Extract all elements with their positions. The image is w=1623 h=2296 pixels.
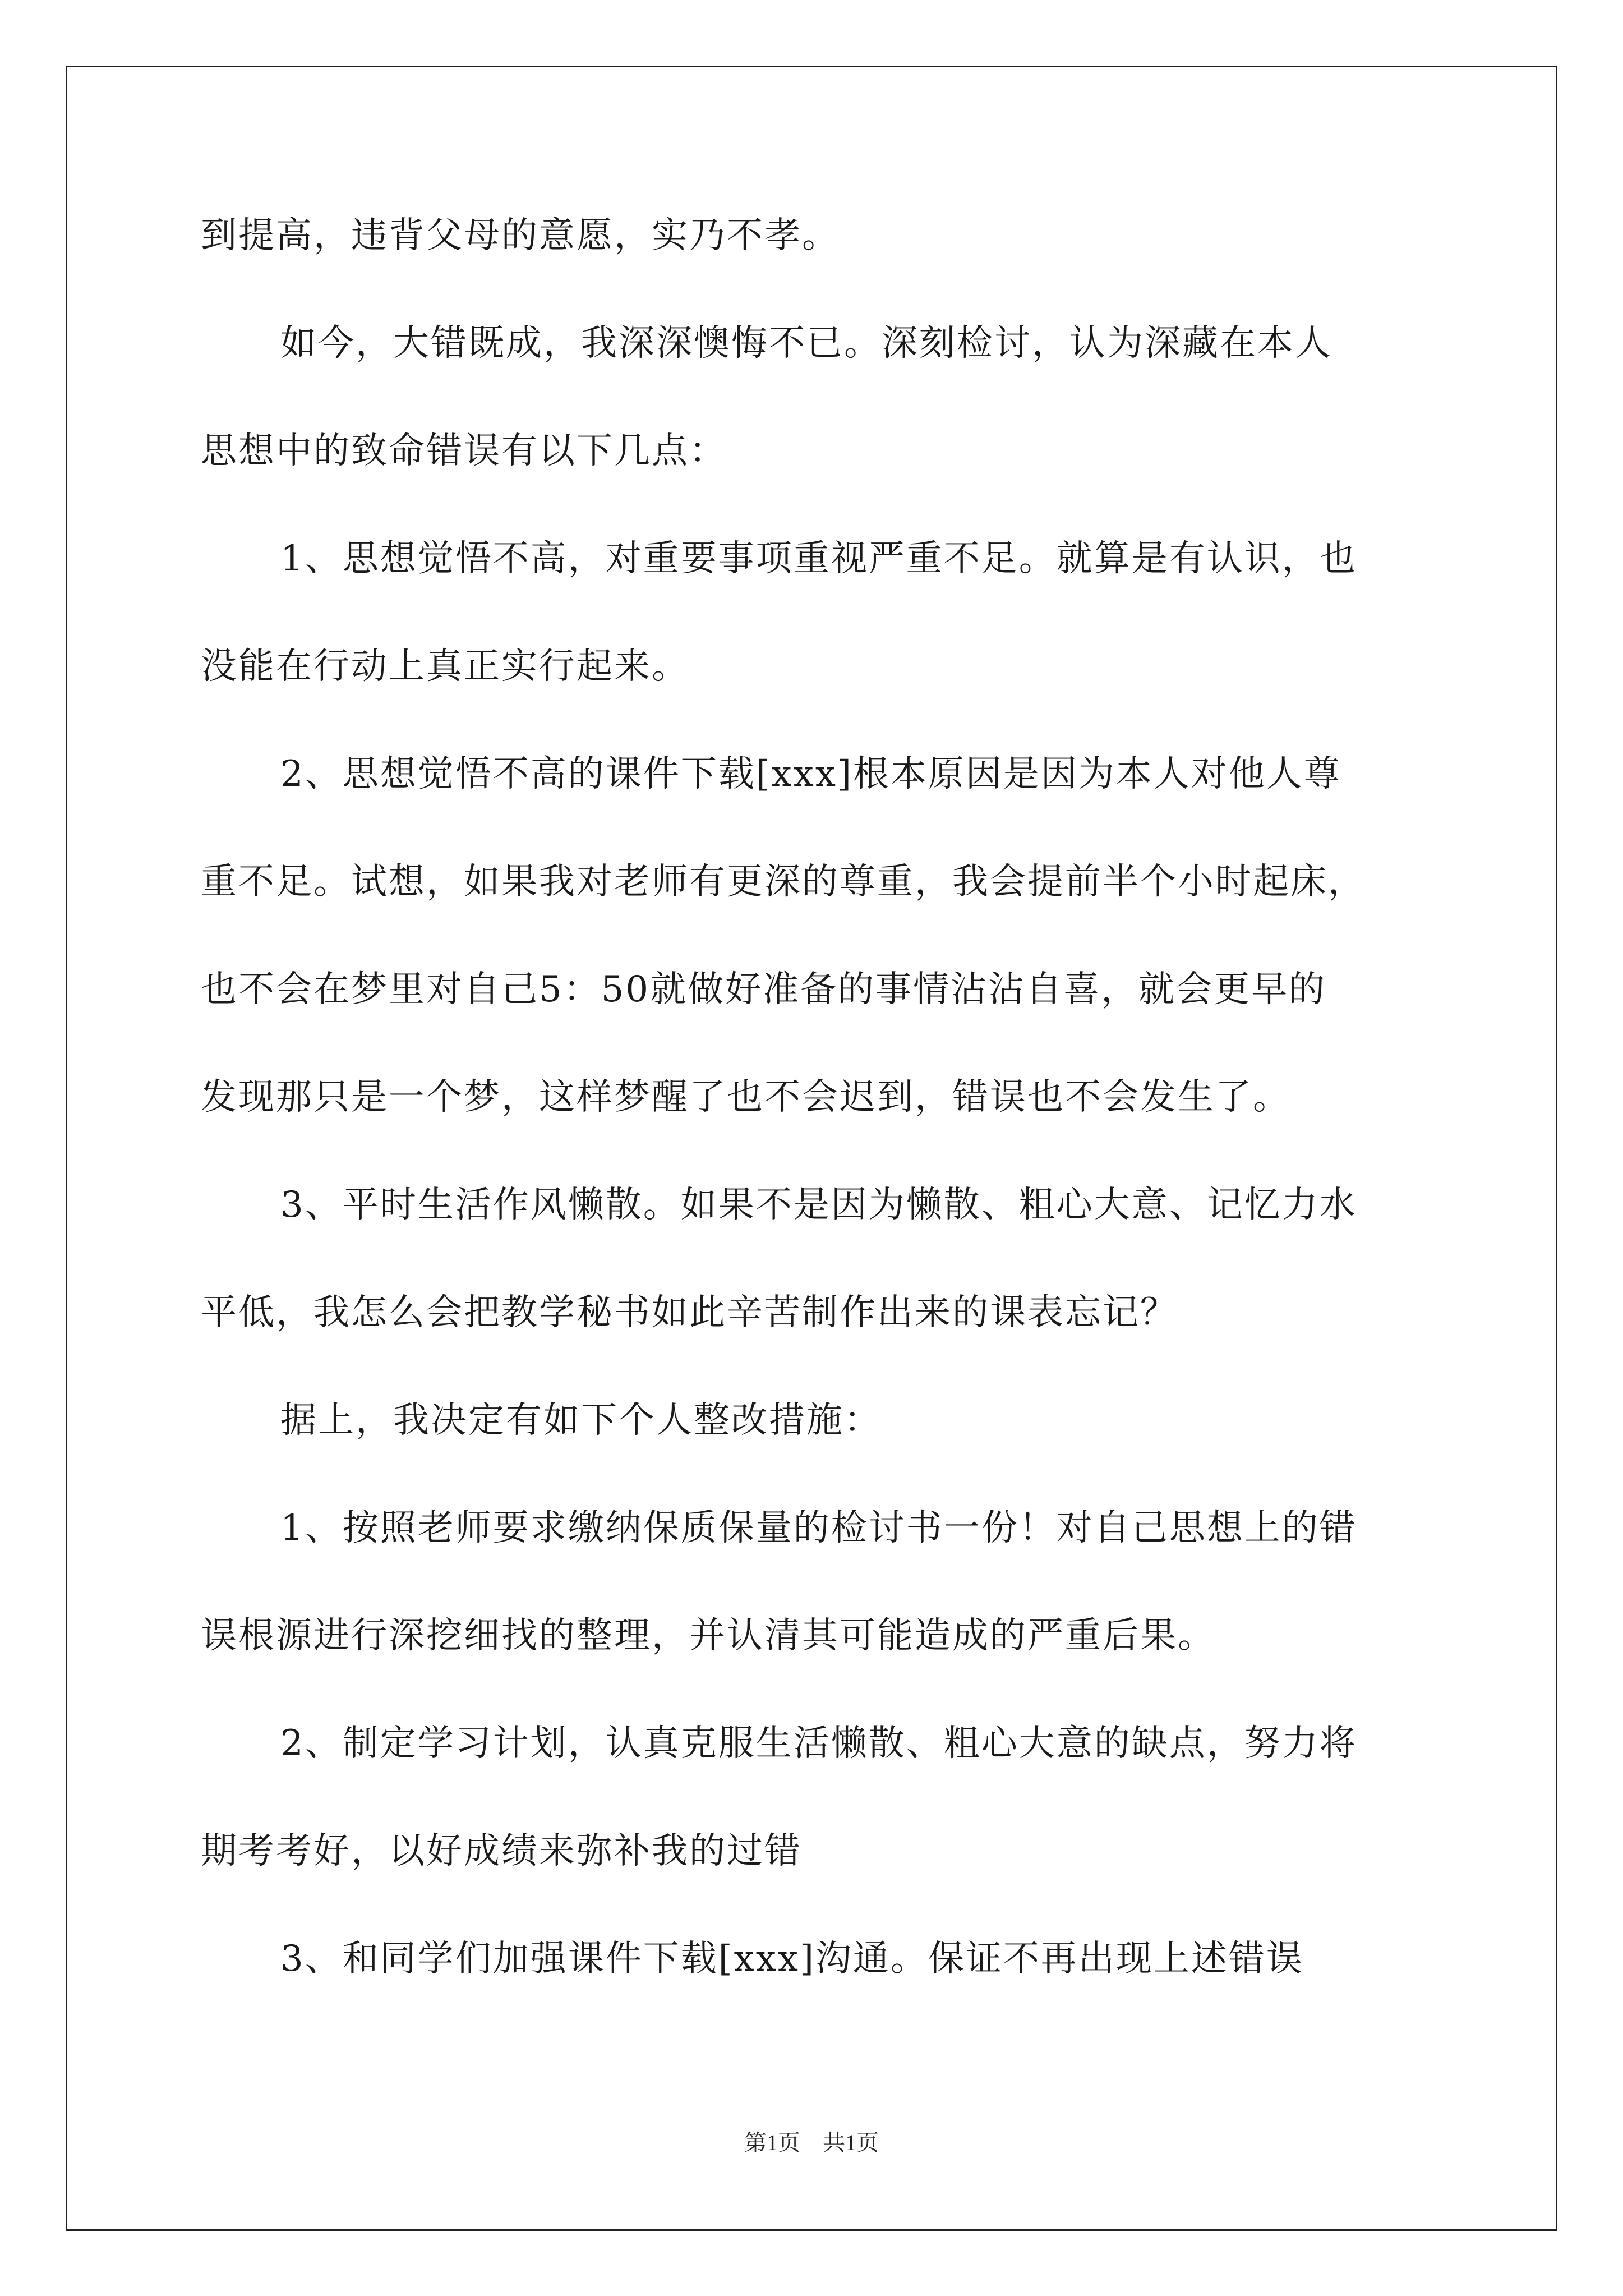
text-line-9: 发现那只是一个梦，这样梦醒了也不会迟到，错误也不会发生了。: [201, 1076, 1290, 1118]
page-number-footer: 第1页 共1页: [744, 2130, 879, 2155]
text-line-17: 3、和同学们加强课件下载[xxx]沟通。保证不再出现上述错误: [280, 1938, 1304, 1980]
text-line-3: 思想中的致命错误有以下几点：: [201, 430, 727, 472]
text-line-13: 1、按照老师要求缴纳保质保量的检讨书一份！对自己思想上的错: [280, 1507, 1357, 1549]
text-line-1: 到提高，违背父母的意愿，实乃不孝。: [201, 215, 840, 256]
text-line-12: 据上，我决定有如下个人整改措施：: [280, 1400, 882, 1441]
text-line-14: 误根源进行深挖细找的整理，并认清其可能造成的严重后果。: [201, 1615, 1215, 1657]
text-line-16: 期考考好，以好成绩来弥补我的过错: [201, 1830, 802, 1872]
text-line-15: 2、制定学习计划，认真克服生活懒散、粗心大意的缺点，努力将: [280, 1723, 1357, 1764]
text-line-6: 2、思想觉悟不高的课件下载[xxx]根本原因是因为本人对他人尊: [280, 753, 1341, 795]
text-line-5: 没能在行动上真正实行起来。: [201, 646, 689, 687]
text-line-10: 3、平时生活作风懒散。如果不是因为懒散、粗心大意、记忆力水: [280, 1184, 1357, 1226]
text-line-11: 平低，我怎么会把教学秘书如此辛苦制作出来的课表忘记？: [201, 1292, 1178, 1333]
text-line-2: 如今，大错既成，我深深懊悔不已。深刻检讨，认为深藏在本人: [280, 323, 1332, 364]
text-line-4: 1、思想觉悟不高，对重要事项重视严重不足。就算是有认识，也: [280, 538, 1357, 579]
page-border: [66, 66, 1557, 2231]
text-line-8: 也不会在梦里对自己5：50就做好准备的事情沾沾自喜，就会更早的: [201, 969, 1327, 1010]
text-line-7: 重不足。试想，如果我对老师有更深的尊重，我会提前半个小时起床，: [201, 861, 1366, 903]
